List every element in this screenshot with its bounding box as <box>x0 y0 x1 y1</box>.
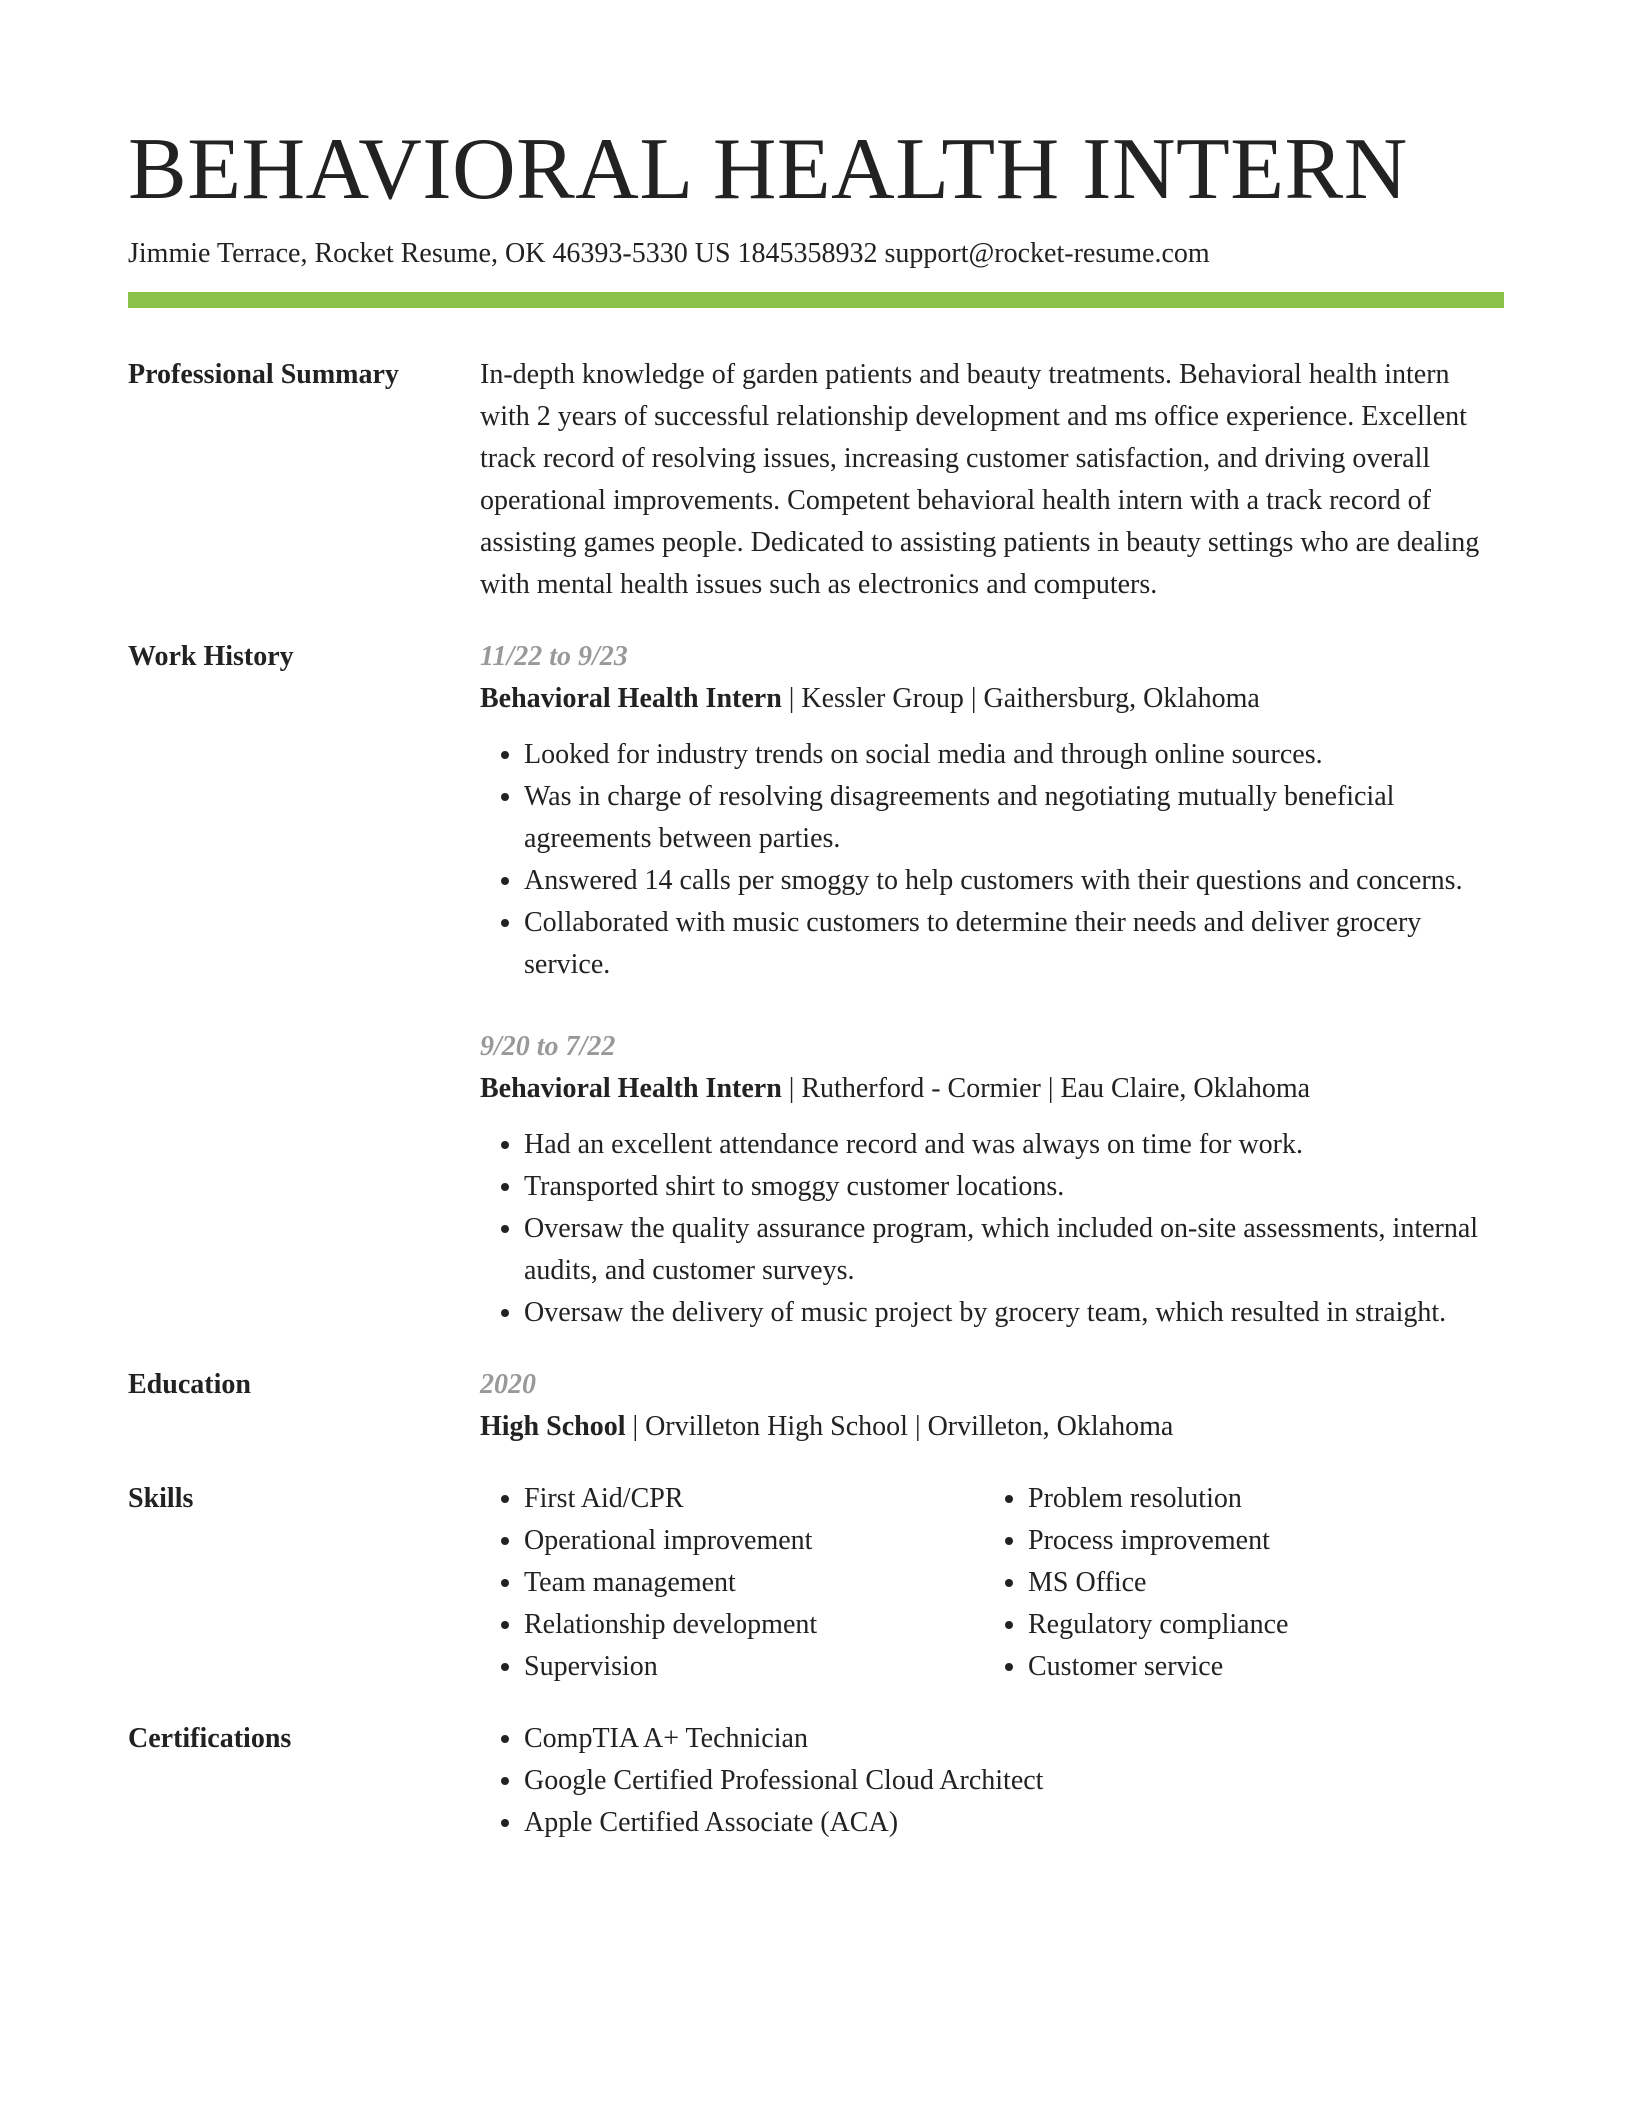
list-item: • Oversaw the quality assurance program, which included on-site assessments, internal audits, and customer surveys. <box>524 1208 1504 1292</box>
education-heading <box>480 1406 1504 1448</box>
education-details: | Orvilleton High School | Orvilleton, Oklahoma <box>625 1411 1174 1442</box>
list-item: • Collaborated with music customers to determine their needs and deliver grocery service. <box>524 902 1504 986</box>
job-dates: 9/20 to 7/22 <box>480 1031 616 1062</box>
job-bullets <box>480 1124 1504 1334</box>
list-item: • Was in charge of resolving disagreements and negotiating mutually beneficial agreements between parties. <box>524 776 1504 860</box>
list-item: • Looked for industry trends on social media and through online sources. <box>524 734 1504 776</box>
summary-text: In-depth knowledge of garden patients and beauty treatments. Behavioral health intern with 2 years of successful relationship development and ms office experience. Excellent track record of resolving issues, increasing customer satisfaction, and driving overall operational improvements. Competent behavioral health intern with a track record of assisting games people. Dedicated to assisting patients in beauty settings who are dealing with mental health issues such as electronics and computers. <box>480 359 1480 600</box>
job-details: | Rutherford - Cormier | Eau Claire, Oklahoma <box>781 1073 1311 1104</box>
education-degree: High School <box>480 1411 626 1442</box>
job-dates: 11/22 to 9/23 <box>480 641 628 672</box>
skills-grid <box>480 1478 1504 1688</box>
list-item: • CompTIA A+ Technician <box>524 1718 1504 1760</box>
section-label-work-history: Work History <box>128 641 294 672</box>
list-item: • Regulatory compliance <box>1028 1604 1488 1646</box>
list-item: • Process improvement <box>1028 1520 1488 1562</box>
job-entry <box>480 636 1504 986</box>
section-label-summary: Professional Summary <box>128 359 399 390</box>
contact-info: Jimmie Terrace, Rocket Resume, OK 46393-5330 US 1845358932 support@rocket-resume.com <box>128 238 1210 269</box>
job-title: Behavioral Health Intern <box>480 683 782 714</box>
list-item: • Oversaw the delivery of music project by grocery team, which resulted in straight. <box>524 1292 1504 1334</box>
list-item: • Transported shirt to smoggy customer locations. <box>524 1166 1504 1208</box>
section-label-education: Education <box>128 1369 251 1400</box>
list-item: • Answered 14 calls per smoggy to help customers with their questions and concerns. <box>524 860 1504 902</box>
work-history-body <box>480 636 1504 1334</box>
list-item: • Team management <box>524 1562 984 1604</box>
certifications-body <box>480 1718 1504 1844</box>
certifications-section <box>128 1718 1504 1844</box>
skills-list-left <box>480 1478 984 1688</box>
list-item: • Google Certified Professional Cloud Architect <box>524 1760 1504 1802</box>
summary-section <box>128 354 1504 606</box>
list-item: • First Aid/CPR <box>524 1478 984 1520</box>
skills-section <box>128 1478 1504 1688</box>
list-item: • Apple Certified Associate (ACA) <box>524 1802 1504 1844</box>
list-item: • Supervision <box>524 1646 984 1688</box>
list-item: • Operational improvement <box>524 1520 984 1562</box>
resume-title: BEHAVIORAL HEALTH INTERN <box>128 121 1408 218</box>
education-body <box>480 1364 1504 1448</box>
list-item: • MS Office <box>1028 1562 1488 1604</box>
list-item: • Had an excellent attendance record and was always on time for work. <box>524 1124 1504 1166</box>
job-title: Behavioral Health Intern <box>480 1073 782 1104</box>
accent-divider <box>128 292 1504 308</box>
list-item: • Problem resolution <box>1028 1478 1488 1520</box>
job-heading <box>480 678 1504 720</box>
job-heading <box>480 1068 1504 1110</box>
education-section <box>128 1364 1504 1448</box>
job-details: | Kessler Group | Gaithersburg, Oklahoma <box>781 683 1260 714</box>
job-bullets <box>480 734 1504 986</box>
skills-list-right <box>984 1478 1488 1688</box>
education-year: 2020 <box>480 1369 536 1400</box>
skills-column-right <box>984 1478 1488 1688</box>
list-item: • Relationship development <box>524 1604 984 1646</box>
list-item: • Customer service <box>1028 1646 1488 1688</box>
work-history-section <box>128 636 1504 1334</box>
section-label-skills: Skills <box>128 1483 194 1514</box>
section-label-certifications: Certifications <box>128 1723 292 1754</box>
certifications-list <box>480 1718 1504 1844</box>
job-entry <box>480 1026 1504 1334</box>
skills-column-left <box>480 1478 984 1688</box>
